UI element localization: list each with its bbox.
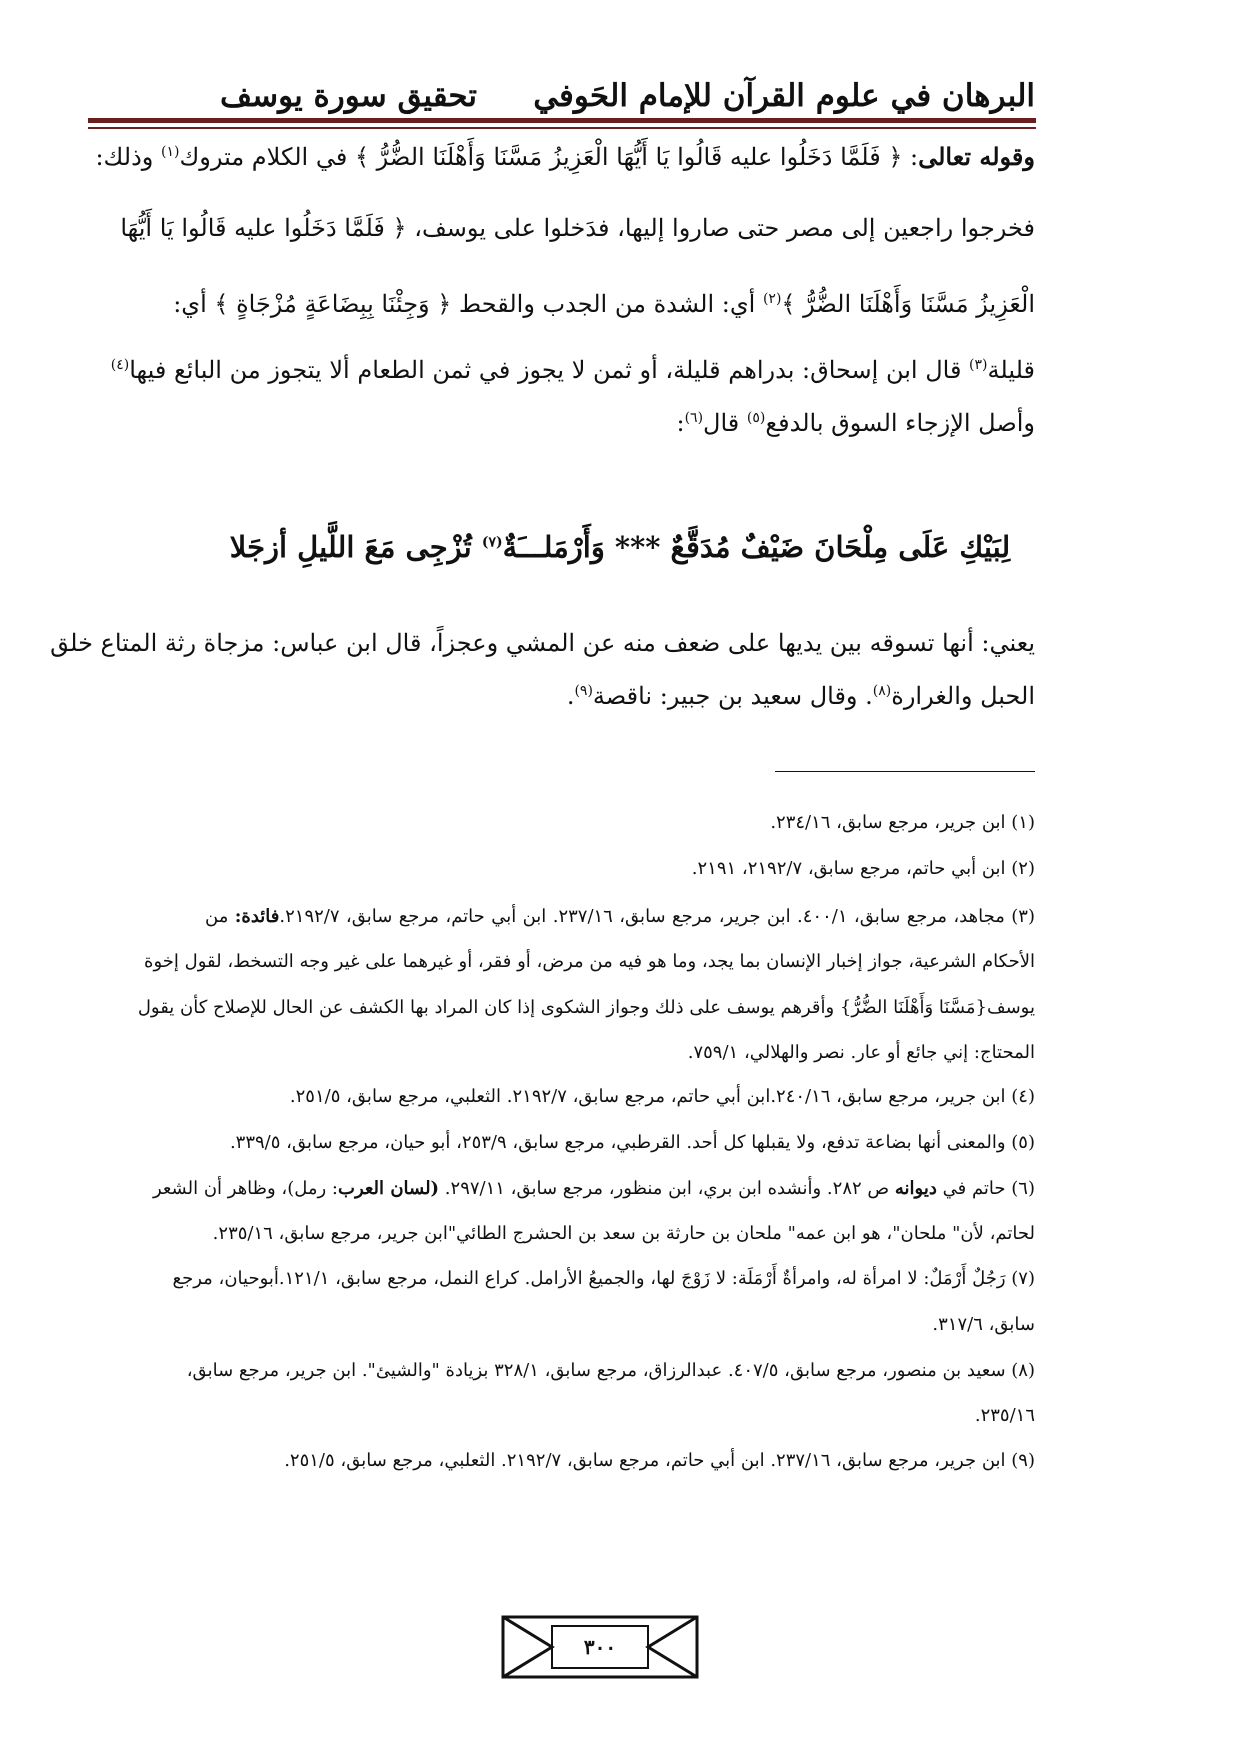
footnote-text: المحتاج: إني جائع أو عار. نصر والهلالي، ٧٥٩/١. [687,1042,1035,1063]
footnote-1 [205,812,1035,834]
body-text: . [566,682,575,710]
book-title: البرهان في علوم القرآن للإمام الحَوفي [533,78,1035,114]
footnote-2 [205,858,1035,880]
footnote-ref: (٤) [110,357,130,373]
footnote-3-line-4 [205,1042,1035,1064]
page-number: ٣٠٠ [583,1635,617,1659]
body-line-5 [205,409,1035,438]
footnote-8-line-1 [186,1360,1035,1382]
footnote-4 [205,1086,1035,1108]
body-text: أي: الشدة من الجدب والقحط ﴿ وَجِئْنَا بِبِضَاعَةٍ مُزْجَاةٍ ﴾ أي: [173,290,763,318]
footnote-9 [205,1450,1035,1472]
body-text: : ﴿ فَلَمَّا دَخَلُوا عليه قَالُوا يَا أَيُّهَا الْعَزِيزُ مَسَّنَا وَأَهْلَنَا الضُّرُّ ﴾ في الكلام متروك [179,143,919,171]
footnote-3-line-1 [205,906,1035,928]
footnote-ref: (٣) [969,357,988,373]
footnote-bold: ديوانه [894,1178,937,1199]
page-number-ornament [500,1614,700,1680]
footnote-text: (٧) رَجُلٌ أَرْمَلٌ: لا امرأة له، وامرأةٌ أَرْمَلَة: لا زَوْجَ لها، والجميعُ الأرامل. كراع النمل، مرجع سابق، ١٢١/١.أبوحيان، مرجع [172,1268,1035,1289]
footnote-8-line-2 [205,1405,1035,1427]
footnote-text: سابق، ٣١٧/٦. [932,1314,1035,1335]
body-text: فخرجوا راجعين إلى مصر حتى صاروا إليها، فدَخلوا على يوسف، ﴿ فَلَمَّا دَخَلُوا عليه قَالُوا يَا أَيُّهَا [120,214,1035,242]
footnote-text: : رمل)، وظاهر أن الشعر [152,1178,338,1199]
footnote-text: من [205,906,235,927]
body-text: يعني: أنها تسوقه بين يديها على ضعف منه عن المشي وعجزاً، قال ابن عباس: مزجاة رثة المتاع خلق [50,629,1035,657]
header-rule-thick [88,118,1036,123]
footnote-text: يوسف{مَسَّنَا وَأَهْلَنَا الضُّرُّ} وأقرهم يوسف على ذلك وجواز الشكوى إذا كان المراد بها الكشف عن الحال للإصلاح كأن يقول [137,997,1035,1018]
footnote-separator [775,771,1035,772]
footnote-3-line-2 [144,951,1035,973]
body-text: : [676,409,685,437]
footnote-text: (٢) ابن أبي حاتم، مرجع سابق، ٢١٩٢/٧، ٢١٩١. [691,858,1035,879]
footnote-5 [205,1132,1035,1154]
footnote-text: لحاتم، لأن" ملحان"، هو ابن عمه" ملحان بن حارثة بن سعد بن الحشرج الطائي"ابن جرير، مرجع سابق، ٢٣٥/١٦. [212,1223,1035,1244]
footnote-ref: (٨) [872,683,892,699]
footnote-ref: (١) [161,144,180,160]
footnote-6-line-2 [205,1223,1035,1245]
footnote-text: (١) ابن جرير، مرجع سابق، ٢٣٤/١٦. [770,812,1035,833]
footnote-text: (٦) حاتم في [936,1178,1035,1199]
body-line-2 [120,214,1035,243]
section-title: تحقيق سورة يوسف [220,78,478,114]
footnote-text: (٨) سعيد بن منصور، مرجع سابق، ٤٠٧/٥. عبدالرزاق، مرجع سابق، ٣٢٨/١ بزيادة "والشيئ". ابن جرير، مرجع سابق، [186,1360,1035,1381]
footnote-text: ٢٣٥/١٦. [974,1405,1035,1426]
footnote-7-line-1 [172,1268,1035,1290]
body-text: قال [703,409,747,437]
footnote-text: (٣) مجاهد، مرجع سابق، ٤٠٠/١. ابن جرير، مرجع سابق، ٢٣٧/١٦. ابن أبي حاتم، مرجع سابق، ٢١٩٢/٧. [279,906,1035,927]
footnote-ref: (٧) [481,534,503,551]
verse-intro: وقوله تعالى [918,142,1035,171]
body-line-7 [205,682,1035,711]
footnote-ref: (٢) [762,291,782,307]
footnote-note-label: فائدة: [234,906,280,927]
footnote-text: (٤) ابن جرير، مرجع سابق، ٢٤٠/١٦.ابن أبي حاتم، مرجع سابق، ٢١٩٢/٧. الثعلبي، مرجع سابق، ٢٥١/٥. [289,1086,1035,1107]
body-text: الْعَزِيزُ مَسَّنَا وَأَهْلَنَا الضُّرُّ ﴾ [781,290,1035,318]
body-line-1 [95,142,1035,172]
footnote-bold: (لسان العرب [338,1178,440,1199]
footnote-text: ص ٢٨٢. وأنشده ابن بري، ابن منظور، مرجع سابق، ٢٩٧/١١. [439,1178,895,1199]
body-text: قال ابن إسحاق: بدراهم قليلة، أو ثمن لا يجوز في ثمن الطعام ألا يتجوز من البائع فيها [129,356,970,384]
footnote-text: (٩) ابن جرير، مرجع سابق، ٢٣٧/١٦. ابن أبي حاتم، مرجع سابق، ٢١٩٢/٧. الثعلبي، مرجع سابق، ٢٥١/٥. [284,1450,1035,1471]
body-text: وذلك: [95,143,161,171]
footnote-ref: (٥) [746,410,766,426]
verse-text: تُزْجِى مَعَ اللَّيلِ أزجَلا [229,530,482,564]
footnote-ref: (٩) [574,683,593,699]
body-line-4 [110,356,1035,385]
footnote-7-line-2 [205,1314,1035,1336]
body-text: وأصل الإزجاء السوق بالدفع [765,409,1035,437]
body-line-3 [173,290,1035,319]
header-rule-thin [88,127,1036,129]
footnote-3-line-3 [137,997,1035,1019]
body-text: قليلة [987,356,1035,384]
footnote-ref: (٦) [684,410,704,426]
body-line-6 [50,629,1035,658]
poem-verse [205,530,1035,564]
footnote-6-line-1 [152,1178,1035,1200]
verse-text: لِبَيْكِ عَلَى مِلْحَانَ ضَيْفٌ مُدَقَّعٌ *** وَأَرْمَلـــَةٌ [502,530,1011,564]
footnote-text: الأحكام الشرعية، جواز إخبار الإنسان بما يجد، وما هو فيه من مرض، أو فقر، أو غيرهما على غير وجه التسخط، لقول إخوة [144,951,1035,972]
body-text: . وقال سعيد بن جبير: ناقصة [592,682,873,710]
footnote-text: (٥) والمعنى أنها بضاعة تدفع، ولا يقبلها كل أحد. القرطبي، مرجع سابق، ٢٥٣/٩، أبو حيان، مرجع سابق، ٣٣٩/٥. [229,1132,1035,1153]
body-text: الحبل والغرارة [891,682,1035,710]
